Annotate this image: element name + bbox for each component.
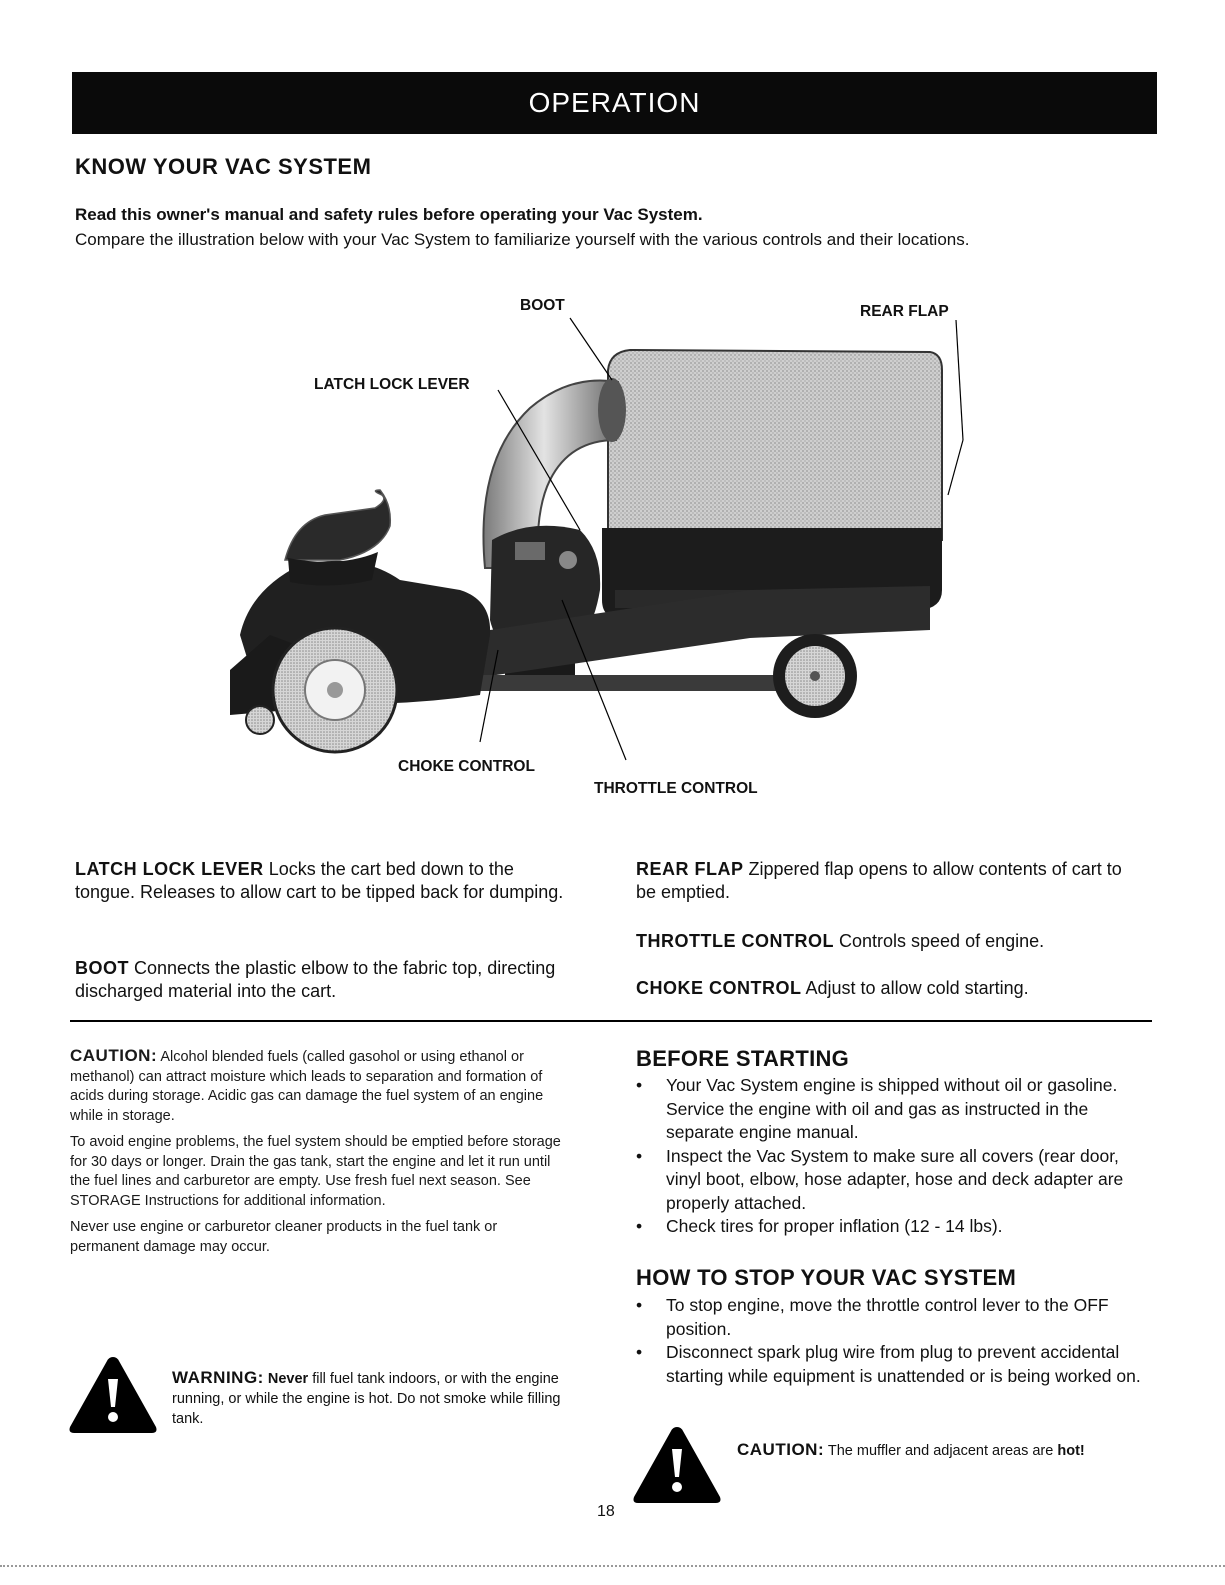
warning-label: WARNING: xyxy=(172,1368,264,1387)
warning-strong: Never xyxy=(267,1371,309,1387)
section-divider xyxy=(70,1020,1152,1022)
desc-rear-flap-text: Zippered flap opens to allow contents of cart to be emptied. xyxy=(636,859,1122,902)
caution-fuel-text-1: Alcohol blended fuels (called gasohol or using ethanol or methanol) can attract moisture which leads to separation and formation of acids during storage. Acidic gas can damage the fuel system of an engine while in storage. xyxy=(70,1049,544,1124)
desc-throttle-text: Controls speed of engine. xyxy=(839,931,1045,951)
before-starting-list xyxy=(630,1074,1142,1239)
list-item: • Inspect the Vac System to make sure all covers (rear door, vinyl boot, elbow, hose adapter, hose and deck adapter are properly attached. xyxy=(630,1145,1142,1216)
callout-boot: BOOT xyxy=(520,297,565,314)
desc-rear-flap xyxy=(636,858,1141,904)
desc-boot xyxy=(75,957,575,1003)
callout-rear-flap: REAR FLAP xyxy=(860,303,949,320)
list-item: • To stop engine, move the throttle control lever to the OFF position. xyxy=(630,1294,1142,1341)
intro-text: Compare the illustration below with your Vac System to familiarize yourself with the various controls and their locations. xyxy=(75,230,970,249)
desc-throttle-term: THROTTLE CONTROL xyxy=(636,931,834,951)
list-item: • Your Vac System engine is shipped without oil or gasoline. Service the engine with oil and gas as instructed in the separate engine manual. xyxy=(630,1074,1142,1145)
warning-block xyxy=(172,1368,582,1429)
list-item: • Check tires for proper inflation (12 - 14 lbs). xyxy=(630,1215,1142,1239)
vac-system-illustration xyxy=(230,290,990,810)
how-to-stop-title: HOW TO STOP YOUR VAC SYSTEM xyxy=(636,1265,1017,1290)
intro-bold: Read this owner's manual and safety rules before operating your Vac System. xyxy=(75,205,703,224)
caution-muffler-label: CAUTION: xyxy=(737,1440,825,1459)
list-item: • Disconnect spark plug wire from plug to prevent accidental starting while equipment is unattended or is being worked on. xyxy=(630,1341,1142,1388)
caution-triangle-icon xyxy=(632,1425,722,1505)
desc-choke-text: Adjust to allow cold starting. xyxy=(805,978,1029,998)
before-starting-title: BEFORE STARTING xyxy=(636,1046,850,1071)
callout-latch-lock-lever: LATCH LOCK LEVER xyxy=(314,376,470,393)
caution-fuel-p3: Never use engine or carburetor cleaner products in the fuel tank or permanent damage may occur. xyxy=(70,1219,498,1255)
header-banner xyxy=(72,72,1157,134)
page-number: 18 xyxy=(597,1503,615,1520)
how-to-stop-list xyxy=(630,1294,1142,1388)
desc-latch-text: Locks the cart bed down to the tongue. Releases to allow cart to be tipped back for dumping. xyxy=(75,859,564,902)
desc-choke-term: CHOKE CONTROL xyxy=(636,978,802,998)
warning-triangle-icon xyxy=(68,1355,158,1435)
page-edge-dots xyxy=(0,1565,1225,1567)
desc-rear-flap-term: REAR FLAP xyxy=(636,859,744,879)
caution-muffler-strong: hot! xyxy=(1057,1443,1085,1459)
caution-muffler-block xyxy=(737,1440,1137,1461)
header-title: OPERATION xyxy=(528,87,701,118)
caution-fuel-p2: To avoid engine problems, the fuel system should be emptied before storage for 30 days or longer. Drain the gas tank, start the engine and let it run until the fuel lines and carburetor are empty. Use fresh fuel next season. See STORAGE Instructions for additional information. xyxy=(70,1134,561,1209)
callout-choke-control: CHOKE CONTROL xyxy=(398,758,535,775)
warning-text: fill fuel tank indoors, or with the engine running, or while the engine is hot. Do not smoke while filling tank. xyxy=(172,1371,561,1427)
desc-choke-control xyxy=(636,977,1141,1000)
caution-fuel-label: CAUTION: xyxy=(70,1046,158,1065)
callout-throttle-control: THROTTLE CONTROL xyxy=(594,780,758,797)
desc-latch-term: LATCH LOCK LEVER xyxy=(75,859,264,879)
caution-fuel-block xyxy=(70,1046,570,1264)
desc-boot-term: BOOT xyxy=(75,958,129,978)
desc-boot-text: Connects the plastic elbow to the fabric top, directing discharged material into the cart. xyxy=(75,958,556,1001)
desc-latch-lock-lever xyxy=(75,858,575,904)
caution-muffler-text: The muffler and adjacent areas are xyxy=(827,1443,1054,1459)
caution-fuel-p1 xyxy=(70,1046,570,1126)
desc-throttle-control xyxy=(636,930,1141,953)
section-title: KNOW YOUR VAC SYSTEM xyxy=(75,154,372,179)
